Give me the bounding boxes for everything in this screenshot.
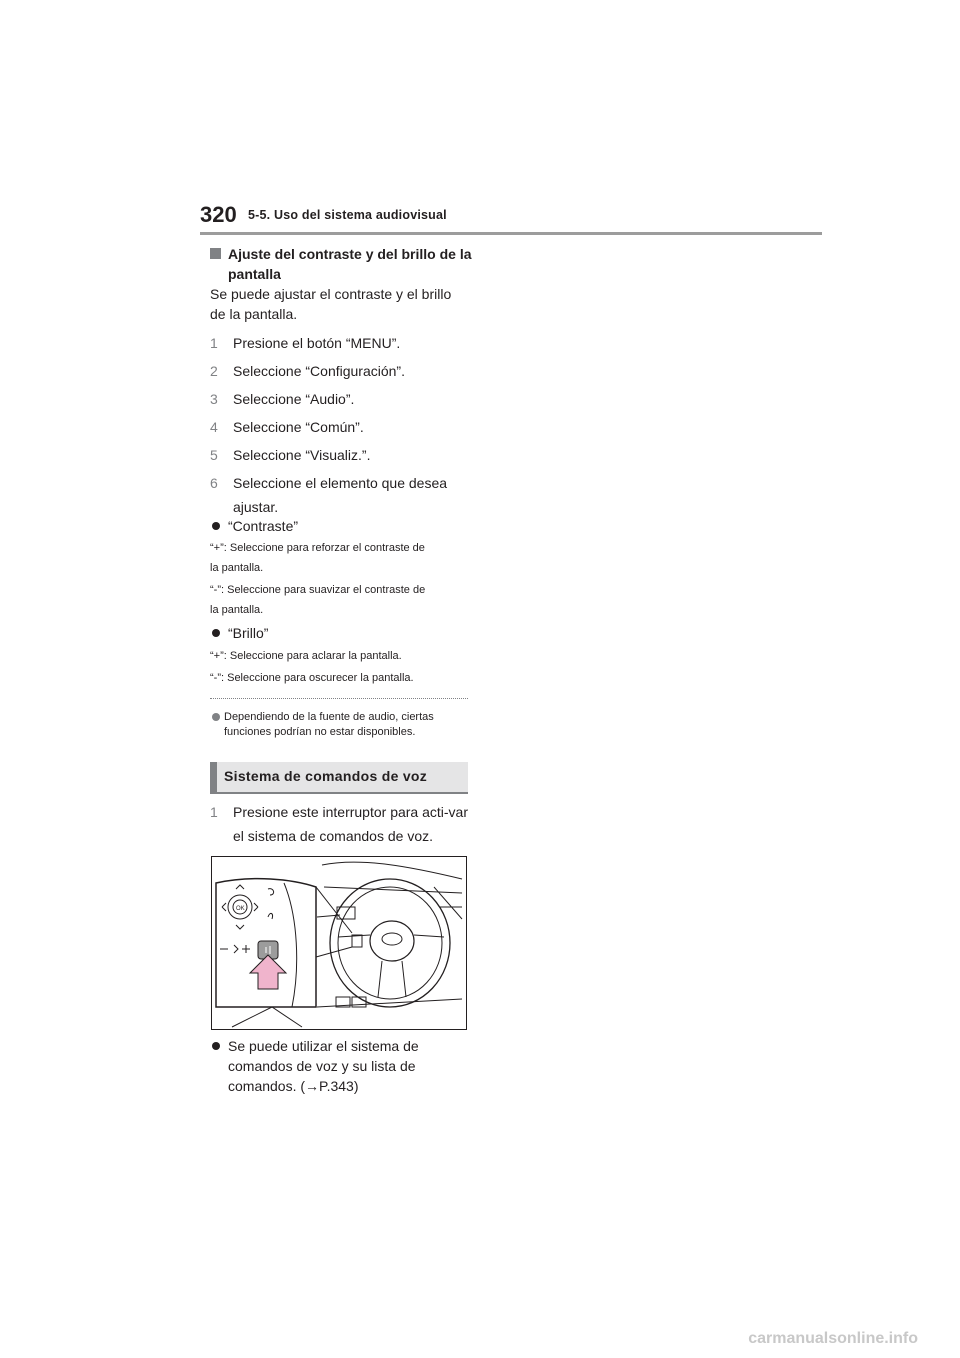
step-number: 1 [210, 804, 218, 820]
note [210, 710, 472, 740]
step-number: 4 [210, 419, 218, 435]
step-1 [210, 331, 472, 355]
voice-bullet [210, 1036, 472, 1056]
header-rule [200, 232, 822, 235]
bullet-icon [212, 522, 220, 530]
intro-line-1: Se puede ajustar el contraste y el brillo [210, 286, 452, 302]
step-5 [210, 443, 472, 467]
note-bullet-icon [212, 713, 220, 721]
contrast-minus-line-1: “-”: Seleccione para suavizar el contraste de [210, 584, 426, 596]
brightness-minus: “-”: Seleccione para oscurecer la pantalla. [210, 672, 414, 684]
section-heading-text: Sistema de comandos de voz [224, 768, 428, 784]
step-text: Seleccione el elemento que desea ajustar. [233, 475, 448, 515]
step-number: 6 [210, 475, 218, 491]
section-heading [210, 762, 468, 794]
note-divider [210, 698, 468, 699]
page-number: 320 [200, 202, 237, 227]
step-number: 5 [210, 447, 218, 463]
subsection-heading [210, 244, 472, 284]
chapter-title: 5-5. Uso del sistema audiovisual [248, 208, 447, 222]
steering-wheel-drawing [212, 857, 467, 1030]
step-3 [210, 387, 472, 411]
bullet-contrast [210, 516, 472, 536]
steering-wheel-illustration [211, 856, 467, 1030]
bullet-text: “Contraste” [228, 518, 299, 534]
voice-bullet-line-1: Se puede utilizar el sistema de [228, 1038, 419, 1054]
step-number: 1 [210, 335, 218, 351]
step-text: Presione el botón “MENU”. [233, 335, 401, 351]
brightness-plus: “+”: Seleccione para aclarar la pantalla. [210, 650, 402, 662]
subsection-heading-text: Ajuste del contraste y del brillo de la pantalla [228, 246, 472, 282]
contrast-plus-line-2: la pantalla. [210, 562, 264, 574]
bullet-icon [212, 629, 220, 637]
step-6 [210, 471, 472, 519]
note-text: Dependiendo de la fuente de audio, ciertas funciones podrían no estar disponibles. [224, 711, 434, 738]
ok-button-label: OK [236, 906, 245, 912]
section-heading-bar [210, 762, 217, 792]
voice-step-1 [210, 800, 472, 848]
bullet-brightness [210, 623, 472, 643]
step-text: Seleccione “Audio”. [233, 391, 355, 407]
voice-bullet-line-3: comandos. (→P.343) [228, 1078, 359, 1094]
intro-line-2: de la pantalla. [210, 306, 298, 322]
step-text: Seleccione “Común”. [233, 419, 364, 435]
watermark: carmanualsonline.info [748, 1330, 918, 1347]
contrast-minus-line-2: la pantalla. [210, 604, 264, 616]
square-bullet-icon [210, 248, 221, 259]
voice-bullet-line-2: comandos de voz y su lista de [228, 1058, 416, 1074]
step-2 [210, 359, 472, 383]
contrast-plus-line-1: “+”: Seleccione para reforzar el contraste de [210, 542, 425, 554]
step-4 [210, 415, 472, 439]
bullet-icon [212, 1042, 220, 1050]
step-text: Seleccione “Configuración”. [233, 363, 405, 379]
step-text: Seleccione “Visualiz.”. [233, 447, 371, 463]
step-number: 3 [210, 391, 218, 407]
bullet-text: “Brillo” [228, 625, 269, 641]
step-number: 2 [210, 363, 218, 379]
step-text: Presione este interruptor para acti-var el sistema de comandos de voz. [233, 804, 468, 844]
